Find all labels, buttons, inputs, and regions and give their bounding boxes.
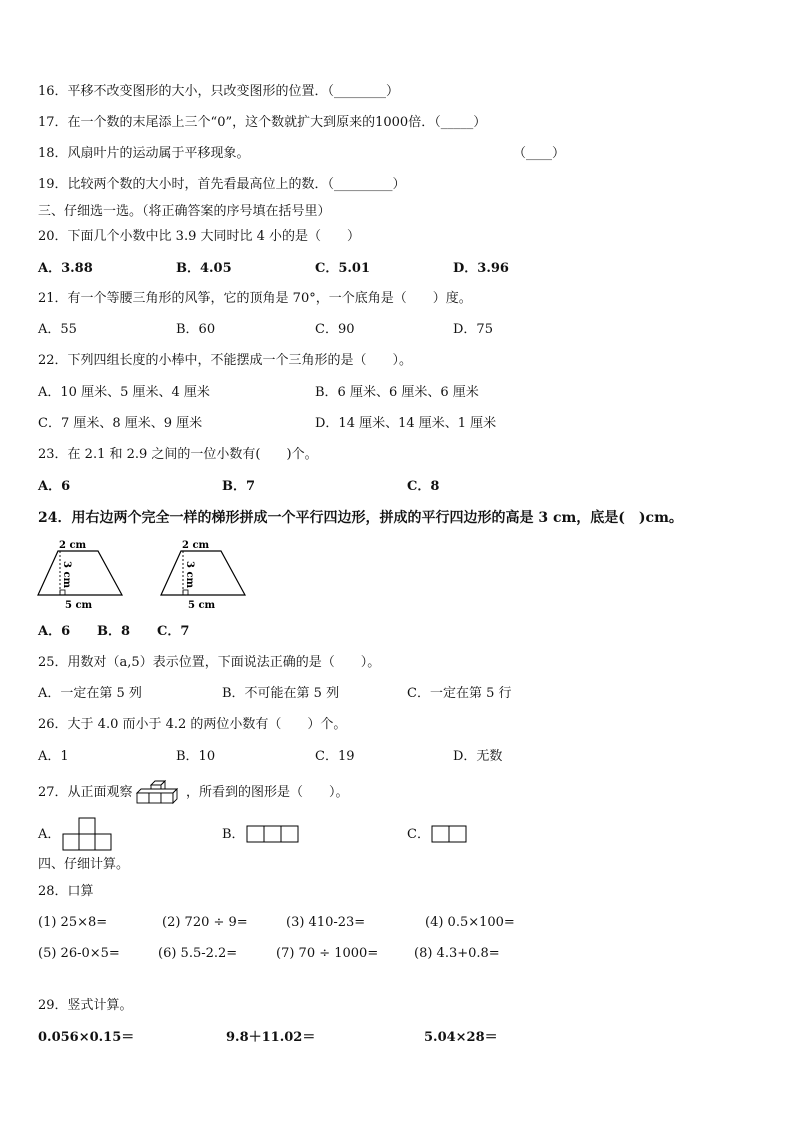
q23-option-b: B．7 (222, 479, 256, 494)
q26-option-b: B．10 (176, 749, 216, 764)
q22-option-d: D．14 厘米、14 厘米、1 厘米 (315, 416, 497, 431)
trapezoid-bottom-label: 5 cm (188, 600, 216, 611)
q29-item-1: 0.056×0.15＝ (38, 1030, 135, 1045)
question-21: 21．有一个等腰三角形的风筝，它的顶角是 70°，一个底角是（ ）度。 (38, 291, 472, 306)
question-26: 26．大于 4.0 而小于 4.2 的两位小数有（ ）个。 (38, 717, 347, 732)
trapezoid-figure-2 (153, 536, 253, 614)
square (79, 818, 95, 834)
question-17: 17．在一个数的末尾添上三个“0”，这个数就扩大到原来的1000倍．（_____） (38, 115, 487, 130)
q29-item-2: 9.8＋11.02＝ (226, 1030, 316, 1045)
cube-front-face (149, 793, 161, 803)
question-25: 25．用数对（a,5）表示位置，下面说法正确的是（ ）。 (38, 655, 381, 670)
q20-option-c: C．5.01 (315, 261, 371, 276)
q26-option-a: A．1 (38, 749, 69, 764)
question-23: 23．在 2.1 和 2.9 之间的一位小数有( )个。 (38, 447, 318, 462)
question-29: 29．竖式计算。 (38, 998, 133, 1013)
q28-item-6: (6) 5.5-2.2= (158, 946, 238, 961)
q20-option-d: D．3.96 (453, 261, 509, 276)
q22-option-a: A．10 厘米、5 厘米、4 厘米 (38, 385, 210, 400)
q27-option-b: B． (222, 827, 245, 842)
trapezoid-height-label: 3 cm (184, 561, 195, 589)
q21-option-a: A．55 (38, 322, 77, 337)
trapezoid-bottom-label: 5 cm (65, 600, 93, 611)
q28-item-4: (4) 0.5×100= (425, 915, 515, 930)
cube-front-face (137, 793, 149, 803)
question-27-before: 27．从正面观察 (38, 785, 133, 800)
square (95, 834, 111, 850)
q28-item-2: (2) 720 ÷ 9= (162, 915, 248, 930)
q25-option-c: C．一定在第 5 行 (407, 686, 512, 701)
question-28: 28．口算 (38, 884, 94, 899)
section-3-title: 三、仔细选一选。（将正确答案的序号填在括号里） (38, 204, 331, 219)
square (449, 826, 466, 842)
q20-option-a: A．3.88 (38, 261, 93, 276)
q23-option-c: C．8 (407, 479, 440, 494)
q20-option-b: B．4.05 (176, 261, 232, 276)
q23-option-a: A．6 (38, 479, 71, 494)
q26-option-d: D．无数 (453, 749, 503, 764)
right-angle-mark (183, 590, 188, 595)
q21-option-c: C．90 (315, 322, 355, 337)
q21-option-d: D．75 (453, 322, 493, 337)
trapezoid-height-label: 3 cm (61, 561, 72, 589)
front-view-option-b (246, 825, 300, 845)
square (63, 834, 79, 850)
q28-item-3: (3) 410-23= (286, 915, 366, 930)
q25-option-a: A．一定在第 5 列 (38, 686, 142, 701)
q28-item-1: (1) 25×8= (38, 915, 108, 930)
question-22: 22．下列四组长度的小棒中，不能摆成一个三角形的是（ ）。 (38, 353, 413, 368)
question-19: 19．比较两个数的大小时，首先看最高位上的数．（_________） (38, 177, 406, 192)
q24-option-b: B．8 (97, 624, 131, 639)
q28-item-7: (7) 70 ÷ 1000= (276, 946, 379, 961)
q27-option-a: A． (38, 827, 61, 842)
q25-option-b: B．不可能在第 5 列 (222, 686, 340, 701)
q22-option-b: B．6 厘米、6 厘米、6 厘米 (315, 385, 479, 400)
q28-item-8: (8) 4.3+0.8= (414, 946, 500, 961)
question-24: 24．用右边两个完全一样的梯形拼成一个平行四边形，拼成的平行四边形的高是 3 cm，底是( )cm。 (38, 510, 683, 526)
q24-option-a: A．6 (38, 624, 71, 639)
question-27-after: ，所看到的图形是（ ）。 (186, 785, 349, 800)
cube-front-face (161, 793, 173, 803)
right-angle-mark (60, 590, 65, 595)
row-top-face (137, 789, 177, 793)
front-view-option-c (431, 825, 469, 845)
q28-item-5: (5) 26-0×5= (38, 946, 120, 961)
trapezoid-top-label: 2 cm (182, 540, 210, 551)
square (432, 826, 449, 842)
trapezoid-outline (161, 551, 245, 595)
cube-stack-figure (136, 777, 186, 805)
question-16: 16．平移不改变图形的大小，只改变图形的位置．（________） (38, 84, 400, 99)
square (264, 826, 281, 842)
section-4-title: 四、仔细计算。 (38, 857, 130, 872)
square (281, 826, 298, 842)
question-18-blank: （____） (513, 146, 566, 161)
trapezoid-figure-1 (30, 536, 130, 614)
square (247, 826, 264, 842)
question-18: 18．风扇叶片的运动属于平移现象。 (38, 146, 250, 161)
q22-option-c: C．7 厘米、8 厘米、9 厘米 (38, 416, 203, 431)
trapezoid-top-label: 2 cm (59, 540, 87, 551)
q24-option-c: C．7 (157, 624, 190, 639)
square (79, 834, 95, 850)
question-20: 20．下面几个小数中比 3.9 大同时比 4 小的是（ ） (38, 229, 361, 244)
q21-option-b: B．60 (176, 322, 216, 337)
trapezoid-outline (38, 551, 122, 595)
front-view-option-a (62, 817, 114, 853)
q27-option-c: C． (407, 827, 430, 842)
q26-option-c: C．19 (315, 749, 355, 764)
q29-item-3: 5.04×28＝ (424, 1030, 498, 1045)
